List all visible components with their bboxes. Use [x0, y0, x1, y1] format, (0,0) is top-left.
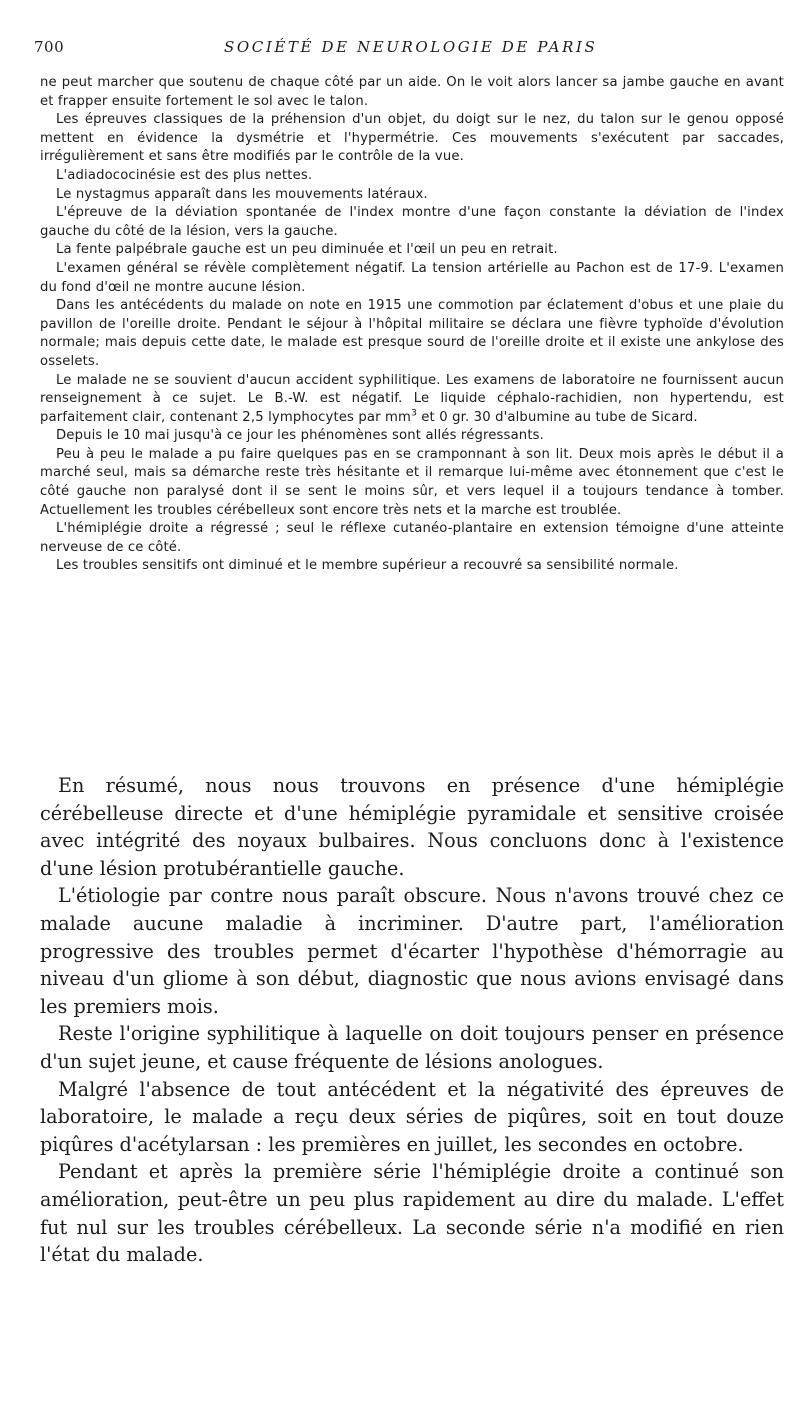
paragraph: Les troubles sensitifs ont diminué et le membre supérieur a recouvré sa sensibilité normale. [56, 558, 679, 574]
paragraph: Pendant et après la première série l'hémiplégie droite a continué son amélioration, peut-être un peu plus rapidement au dire du malade. L'effet fut nul sur les troubles cérébelleux. La seconde série n'a modifié en rien l'état du malade. [40, 1160, 784, 1267]
paragraph: L'adiadococinésie est des plus nettes. [56, 167, 313, 183]
paragraph: En résumé, nous nous trouvons en présence d'une hémiplégie cérébelleuse directe et d'une hémiplégie pyramidale et sensitive croisée avec intégrité des noyaux bulbaires. Nous concluons donc à l'existence d'une lésion protubérantielle gauche. [40, 774, 784, 880]
discussion-section [40, 772, 784, 1269]
paragraph: ne peut marcher que soutenu de chaque côté par un aide. On le voit alors lancer sa jambe gauche en avant et frapper ensuite fortement le sol avec le talon. [40, 75, 784, 109]
paragraph: L'épreuve de la déviation spontanée de l'index montre d'une façon constante la déviation de l'index gauche du côté de la lésion, vers la gauche. [40, 205, 784, 239]
csf-text-end: et 0 gr. 30 d'albumine au tube de Sicard. [421, 409, 698, 425]
paragraph: Les épreuves classiques de la préhension d'un objet, du doigt sur le nez, du talon sur le genou opposé mettent en évidence la dysmétrie et l'hypermétrie. Ces mouvements s'exécutent par saccades, irrégulièrement et sans être modifiés par le contrôle de la vue. [40, 112, 784, 165]
paragraph: Dans les antécédents du malade on note en 1915 une commotion par éclatement d'obus et une plaie du pavillon de l'oreille droite. Pendant le séjour à l'hôpital militaire se déclara une fièvre typhoïde d'évolution normale; mais depuis cette date, le malade est presque sourd de l'oreille droite et il existe une ankylose des osselets. [40, 298, 784, 369]
page-number: 700 [34, 38, 65, 56]
paragraph: L'hémiplégie droite a régressé ; seul le réflexe cutanéo-plantaire en extension témoigne d'une atteinte nerveuse de ce côté. [40, 521, 784, 555]
paragraph: Peu à peu le malade a pu faire quelques pas en se cramponnant à son lit. Deux mois après le début il a marché seul, mais sa démarche reste très hésitante et il remarque lui-même avec étonnement que c'est le côté gauche non paralysé dont il se sent le moins sûr, et vers lequel il a toujours tendance à tomber. Actuellement les troubles cérébelleux sont encore très nets et la marche est troublée. [40, 446, 784, 518]
case-observation [40, 74, 784, 576]
csf-text: Le malade ne se souvient d'aucun accident syphilitique. Les examens de laboratoire ne fournissent aucun renseignement à ce sujet. Le B.-W. est négatif. Le liquide céphalo-rachidien, non hypertendu, est parfaitement clair, contenant 2,5 lymphocytes par mm [40, 372, 784, 425]
paragraph: Depuis le 10 mai jusqu'à ce jour les phénomènes sont allés régressants. [56, 428, 545, 444]
paragraph: L'examen général se révèle complètement négatif. La tension artérielle au Pachon est de 17-9. L'examen du fond d'œil ne montre aucune lésion. [40, 260, 784, 295]
paragraph: Reste l'origine syphilitique à laquelle on doit toujours penser en présence d'un sujet jeune, et cause fréquente de lésions anologues. [40, 1022, 784, 1073]
paragraph: L'étiologie par contre nous paraît obscure. Nous n'avons trouvé chez ce malade aucune maladie à incriminer. D'autre part, l'amélioration progressive des troubles permet d'écarter l'hypothèse d'hémorragie au niveau d'un gliome à son début, diagnostic que nous avions envisagé dans les premiers mois. [40, 884, 784, 1018]
paragraph: Le nystagmus apparaît dans les mouvements latéraux. [56, 186, 428, 202]
paragraph-csf [40, 372, 784, 428]
paragraph: La fente palpébrale gauche est un peu diminuée et l'œil un peu en retrait. [56, 242, 558, 258]
running-title: SOCIÉTÉ DE NEUROLOGIE DE PARIS [224, 38, 598, 56]
paragraph: Malgré l'absence de tout antécédent et la négativité des épreuves de laboratoire, le malade a reçu deux séries de piqûres, soit en tout douze piqûres d'acétylarsan : les premières en juillet, les secondes en octobre. [40, 1077, 784, 1156]
cubic-superscript: 3 [411, 408, 417, 419]
page-header [34, 38, 780, 60]
